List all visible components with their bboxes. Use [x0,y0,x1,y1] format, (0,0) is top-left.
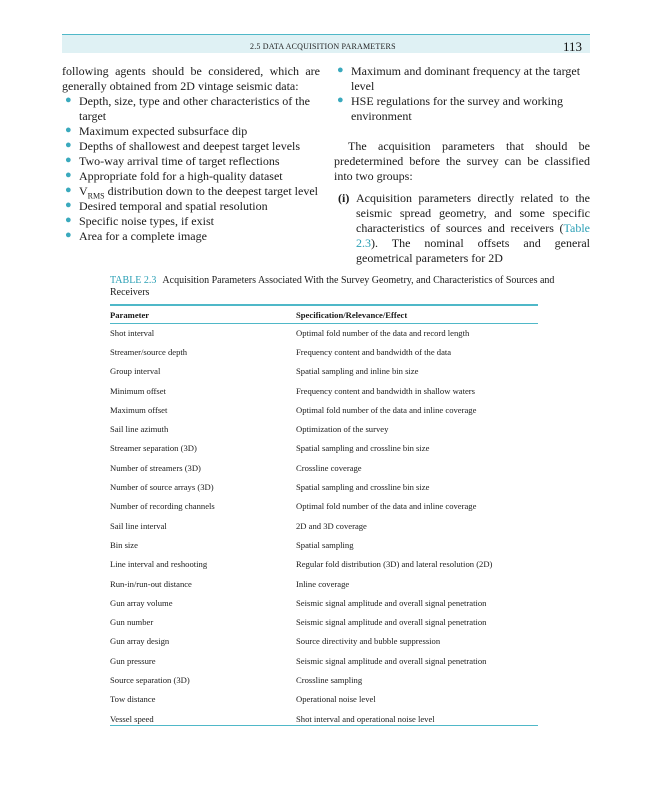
list-item [62,229,320,244]
specification-cell: Seismic signal amplitude and overall signal penetration [296,655,487,666]
table-row [110,555,538,574]
list-item-text: Maximum and dominant frequency at the target level [351,64,581,93]
table-reference-link[interactable]: Table 2.3 [356,221,590,250]
parameter-cell: Run-in/run-out distance [110,578,192,589]
list-item [62,199,320,214]
right-bullet-list [334,64,590,124]
parameter-cell: Tow distance [110,694,156,705]
parameter-cell: Gun number [110,617,154,628]
parameter-cell: Number of recording channels [110,501,215,512]
list-item [62,154,320,169]
list-item [62,214,320,229]
table-row [110,362,538,381]
list-item-text: Specific noise types, if exist [79,214,214,228]
running-head: 2.5 DATA ACQUISITION PARAMETERS [250,42,396,51]
list-item [334,64,590,94]
bullet-icon: ● [65,229,72,241]
specification-cell: Inline coverage [296,578,350,589]
table-row [110,381,538,400]
table-row [110,574,538,593]
list-item [62,169,320,184]
right-column [334,64,590,266]
parameter-cell: Source separation (3D) [110,674,190,685]
sublist-text-before: Acquisition parameters directly related to the seismic spread geometry, and some specific characteristics of sources and receivers ( [356,191,590,235]
specification-cell: Seismic signal amplitude and overall signal penetration [296,597,487,608]
specification-cell: Seismic signal amplitude and overall signal penetration [296,617,487,628]
parameter-cell: Number of streamers (3D) [110,462,201,473]
table-row [110,419,538,438]
list-item-text: Maximum expected subsurface dip [79,124,248,138]
table-row [110,458,538,477]
table-row [110,439,538,458]
table-row [110,612,538,631]
specification-cell: Optimal fold number of the data and record length [296,327,470,338]
table-row [110,323,538,342]
parameter-cell: Number of source arrays (3D) [110,482,214,493]
bullet-icon: ● [65,184,72,196]
parameter-cell: Gun array design [110,636,170,647]
table-row [110,651,538,670]
table-row [110,477,538,496]
specification-cell: Optimal fold number of the data and inline coverage [296,501,477,512]
parameter-cell: Shot interval [110,327,155,338]
list-item-text: Area for a complete image [79,229,207,243]
parameter-cell: Gun pressure [110,655,156,666]
sublist-text-after: ). The nominal offsets and general geometrical parameters for 2D [356,236,590,265]
page-number: 113 [563,39,583,54]
table-row [110,670,538,689]
classification-paragraph: The acquisition parameters that should be predetermined before the survey can be classified into two groups: [334,139,590,183]
group-i-item [334,191,590,266]
parameter-cell: Gun array volume [110,597,173,608]
specification-cell: Optimization of the survey [296,424,389,435]
bullet-icon: ● [337,64,344,76]
specification-cell: Operational noise level [296,694,376,705]
specification-cell: Crossline sampling [296,674,363,685]
specification-cell: Spatial sampling and crossline bin size [296,482,430,493]
parameter-cell: Group interval [110,366,161,377]
parameters-table [110,306,538,728]
table-title: Acquisition Parameters Associated With the Survey Geometry, and Characteristics of Sources and Receivers [110,275,555,298]
bullet-icon: ● [65,94,72,106]
vrms-symbol: V [79,184,88,198]
list-item-text: distribution down to the deepest target level [104,184,318,198]
table-caption [110,275,580,299]
bullet-icon: ● [65,139,72,151]
bullet-icon: ● [65,154,72,166]
left-column [62,64,320,244]
table-row [110,400,538,419]
table-row [110,690,538,709]
specification-cell: Shot interval and operational noise level [296,713,435,724]
parameter-cell: Line interval and reshooting [110,559,208,570]
list-item [62,124,320,139]
specification-cell: Regular fold distribution (3D) and lateral resolution (2D) [296,559,493,570]
list-item-text: HSE regulations for the survey and working environment [351,94,563,123]
table-body [110,323,538,728]
list-item [62,184,320,199]
table-label: TABLE 2.3 [110,275,157,286]
bullet-icon: ● [65,199,72,211]
list-item-text: Desired temporal and spatial resolution [79,199,268,213]
parameter-cell: Maximum offset [110,404,168,415]
bullet-icon: ● [65,124,72,136]
parameter-cell: Bin size [110,539,138,550]
left-intro-paragraph: following agents should be considered, which are generally obtained from 2D vintage seismic data: [62,64,320,93]
parameter-cell: Sail line azimuth [110,424,169,435]
specification-cell: 2D and 3D coverage [296,520,367,531]
specification-cell: Spatial sampling and inline bin size [296,366,419,377]
table-row [110,342,538,361]
target-considerations-list [62,94,320,244]
parameter-cell: Vessel speed [110,713,154,724]
bullet-icon: ● [65,169,72,181]
list-item [62,139,320,154]
parameter-cell: Streamer separation (3D) [110,443,197,454]
list-item [334,94,590,124]
list-item-text: Two-way arrival time of target reflections [79,154,280,168]
parameter-cell: Streamer/source depth [110,346,188,357]
parameter-cell: Sail line interval [110,520,167,531]
list-item-text: Appropriate fold for a high-quality dataset [79,169,283,183]
table-header-row [110,306,538,323]
specification-cell: Crossline coverage [296,462,362,473]
specification-cell: Frequency content and bandwidth of the data [296,346,452,357]
table-row [110,516,538,535]
sublist-marker: (i) [338,191,350,205]
specification-cell: Source directivity and bubble suppression [296,636,441,647]
list-item-text: Depth, size, type and other characteristics of the target [79,94,310,123]
list-item-text: Depths of shallowest and deepest target levels [79,139,301,153]
specification-cell: Frequency content and bandwidth in shallow waters [296,385,475,396]
specification-cell: Spatial sampling [296,539,354,550]
parameter-cell: Minimum offset [110,385,166,396]
table-row [110,535,538,554]
column-header-specification: Specification/Relevance/Effect [296,309,408,320]
table-row [110,497,538,516]
table-row [110,709,538,728]
bullet-icon: ● [65,214,72,226]
vrms-subscript: RMS [87,191,105,201]
table-row [110,593,538,612]
list-item [62,94,320,124]
bullet-icon: ● [337,94,344,106]
column-header-parameter: Parameter [110,309,150,320]
table-row [110,632,538,651]
specification-cell: Optimal fold number of the data and inline coverage [296,404,477,415]
specification-cell: Spatial sampling and crossline bin size [296,443,430,454]
